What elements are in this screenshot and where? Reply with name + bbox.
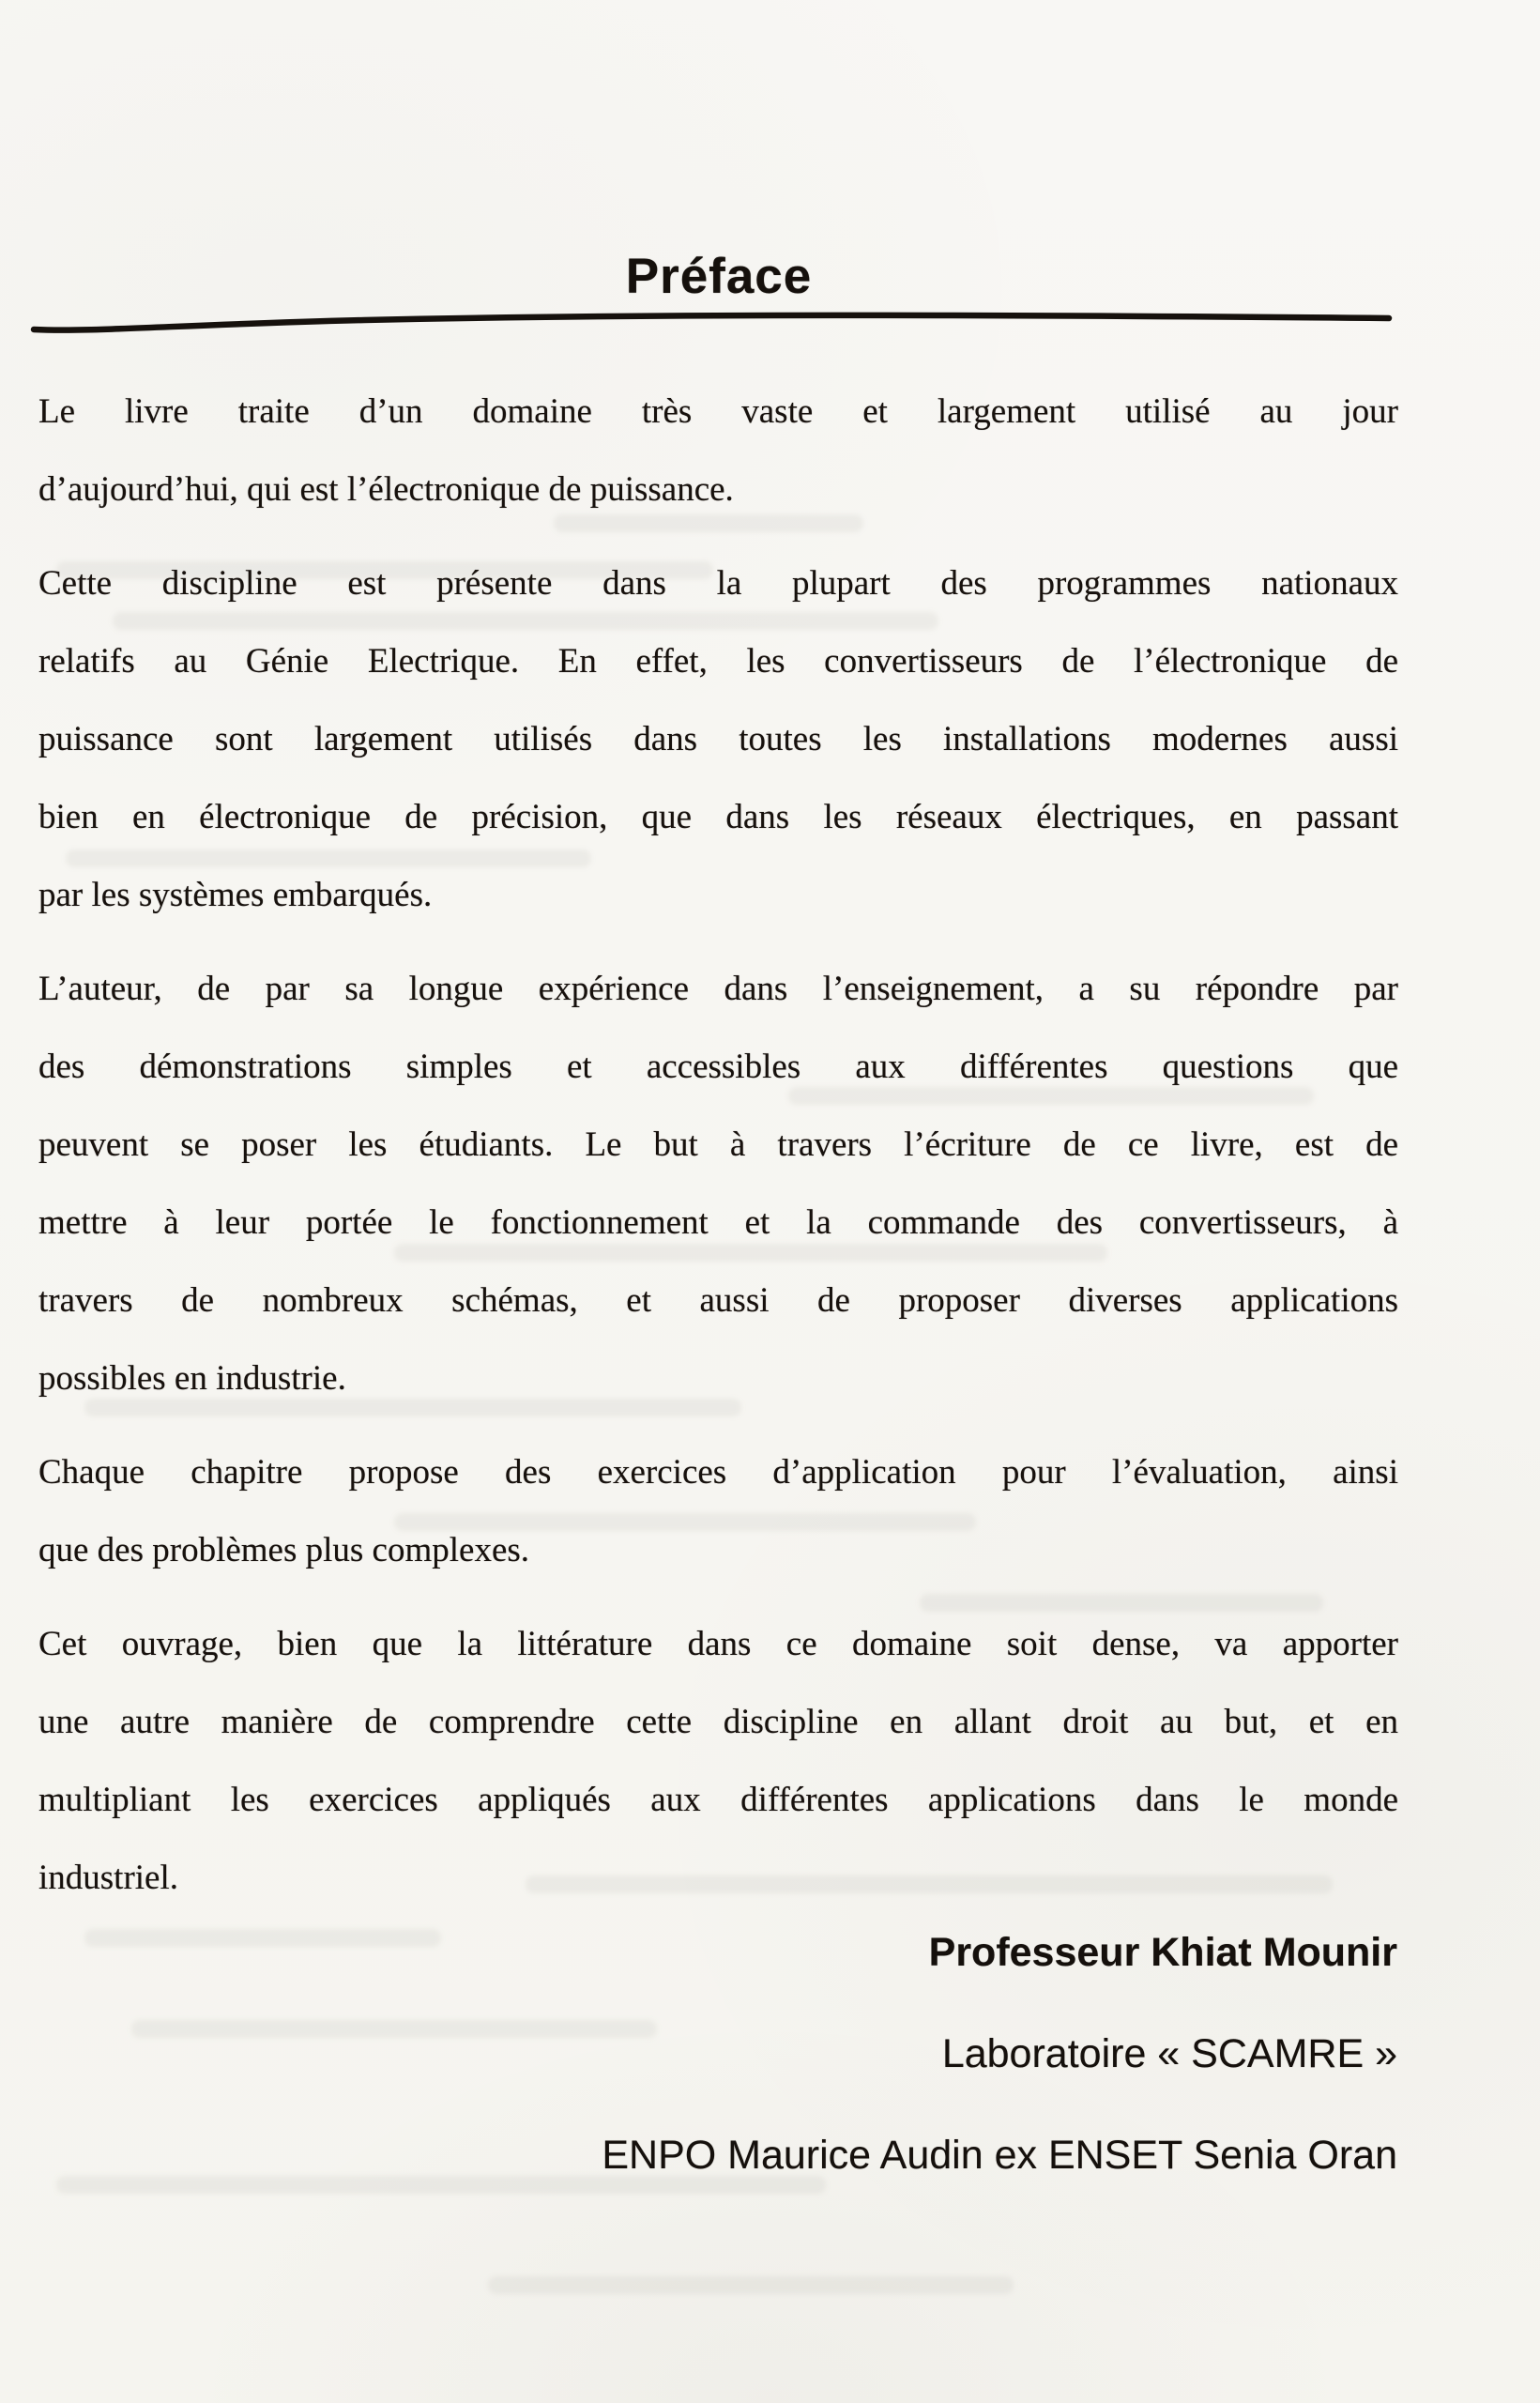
paragraph (38, 1433, 1398, 1589)
paragraph (38, 1605, 1398, 1917)
text-line: multipliant les exercices appliqués aux différentes applications dans le monde (38, 1781, 1398, 1819)
text-line: relatifs au Génie Electrique. En effet, les convertisseurs de l’électronique de (38, 642, 1398, 681)
text-line: peuvent se poser les étudiants. Le but à travers l’écriture de ce livre, est de (38, 1125, 1398, 1164)
paragraph (38, 373, 1398, 528)
paragraph (38, 950, 1398, 1417)
signature-author: Professeur Khiat Mounir (928, 1930, 1397, 1975)
bleed-through-artifact (131, 2020, 657, 2038)
text-line: une autre manière de comprendre cette discipline en allant droit au but, et en (38, 1703, 1398, 1741)
title-underline-rule (26, 300, 1396, 344)
text-line: Chaque chapitre propose des exercices d’application pour l’évaluation, ainsi (38, 1453, 1398, 1492)
text-line: que des problèmes plus complexes. (38, 1531, 530, 1569)
title-block (39, 250, 1398, 304)
text-line: industriel. (38, 1859, 179, 1897)
text-line: par les systèmes embarqués. (38, 876, 433, 914)
bleed-through-artifact (488, 2276, 1014, 2294)
preface-body (38, 373, 1398, 1933)
text-line: des démonstrations simples et accessibles aux différentes questions que (38, 1048, 1398, 1086)
signature-institution: ENPO Maurice Audin ex ENSET Senia Oran (602, 2133, 1397, 2178)
text-line: Cet ouvrage, bien que la littérature dans ce domaine soit dense, va apporter (38, 1625, 1398, 1663)
signature-laboratory: Laboratoire « SCAMRE » (941, 2031, 1397, 2076)
text-line: Le livre traite d’un domaine très vaste et largement utilisé au jour (38, 392, 1398, 431)
text-line: bien en électronique de précision, que dans les réseaux électriques, en passant (38, 798, 1398, 836)
text-line: travers de nombreux schémas, et aussi de proposer diverses applications (38, 1281, 1398, 1320)
page-title: Préface (625, 249, 813, 304)
text-line: L’auteur, de par sa longue expérience dans l’enseignement, a su répondre par (38, 970, 1398, 1008)
text-line: mettre à leur portée le fonctionnement et la commande des convertisseurs, à (38, 1203, 1398, 1242)
text-line: puissance sont largement utilisés dans toutes les installations modernes aussi (38, 720, 1398, 758)
text-line: Cette discipline est présente dans la plupart des programmes nationaux (38, 564, 1398, 603)
text-line: d’aujourd’hui, qui est l’électronique de puissance. (38, 470, 734, 509)
paragraph (38, 544, 1398, 934)
text-line: possibles en industrie. (38, 1359, 346, 1398)
